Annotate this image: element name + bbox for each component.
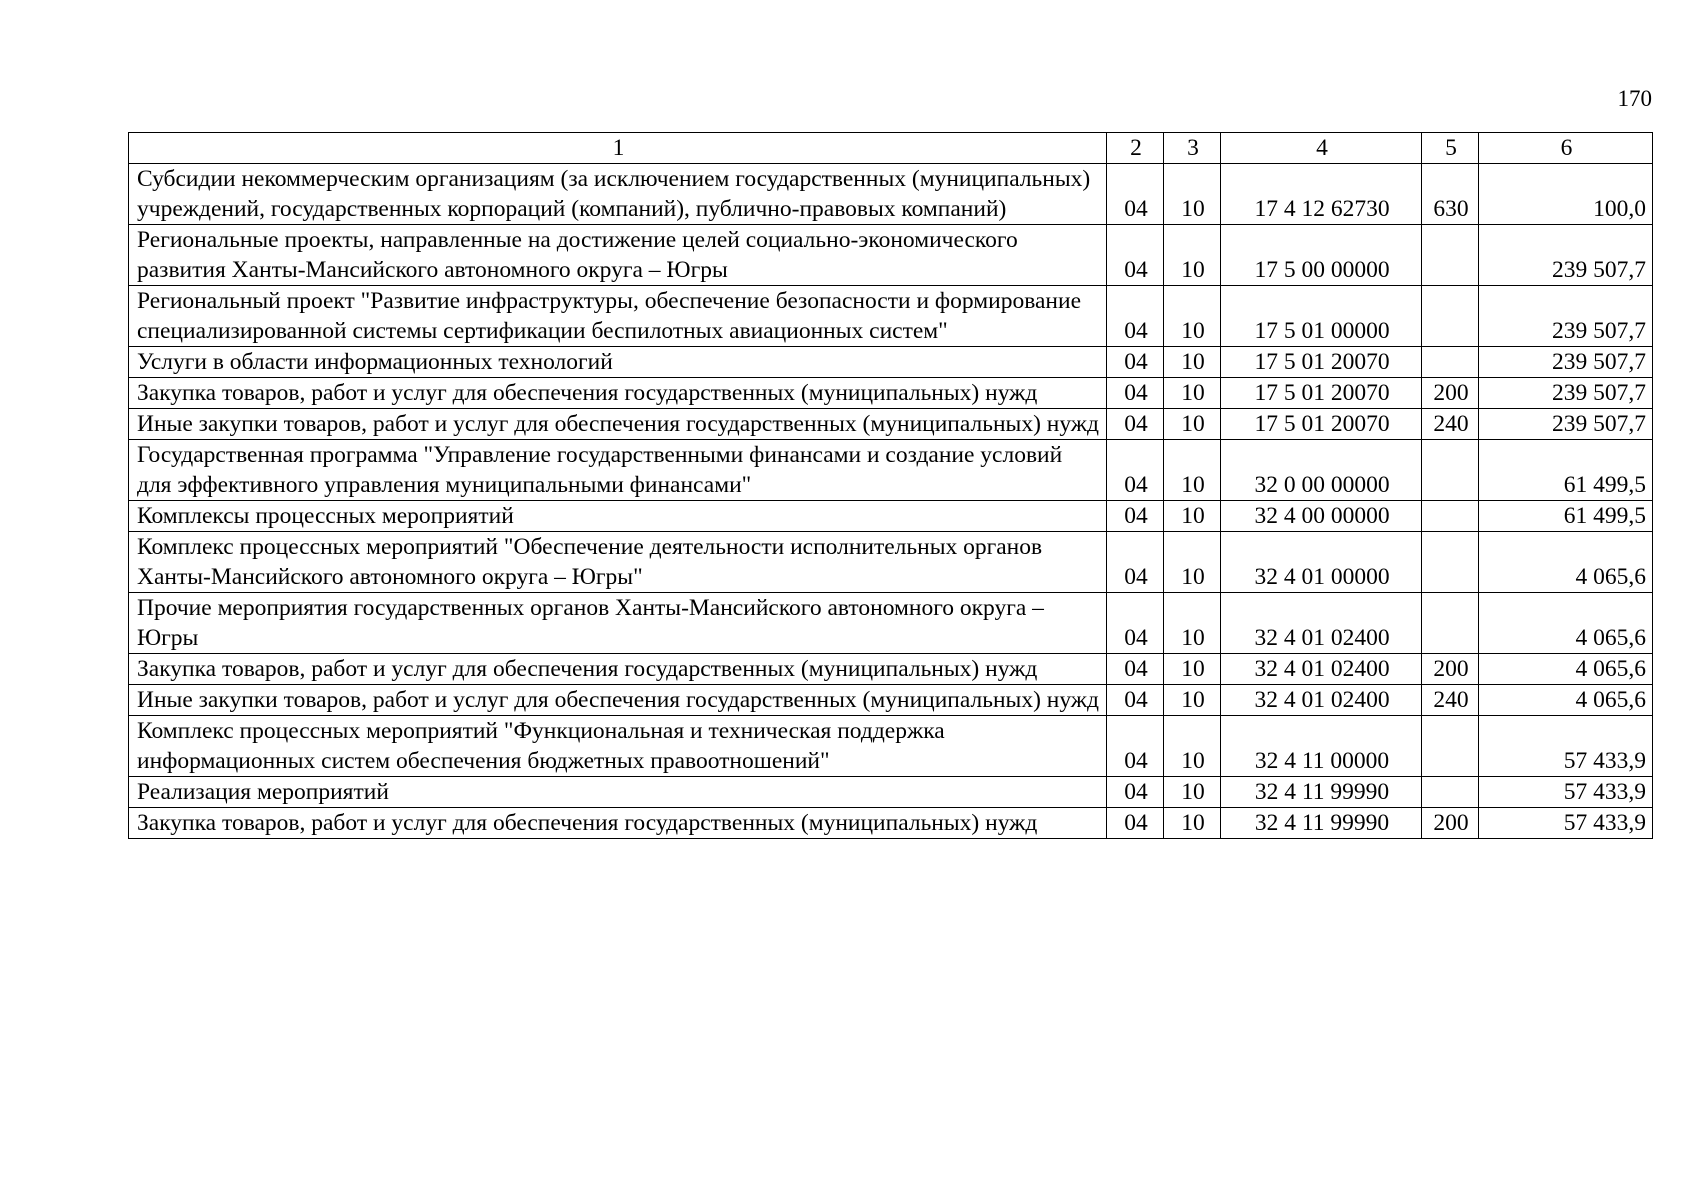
section-code-cell: 04 [1107, 532, 1164, 593]
amount-cell: 100,0 [1479, 164, 1653, 225]
target-article-cell: 17 4 12 62730 [1221, 164, 1422, 225]
amount-cell: 4 065,6 [1479, 654, 1653, 685]
budget-table-body [129, 133, 1653, 839]
expense-type-cell: 240 [1422, 685, 1479, 716]
header-col-1: 1 [129, 133, 1107, 164]
subsection-code-cell: 10 [1164, 808, 1221, 839]
amount-cell: 239 507,7 [1479, 225, 1653, 286]
amount-cell: 61 499,5 [1479, 501, 1653, 532]
row-name-cell: Услуги в области информационных технологий [129, 347, 1107, 378]
section-code-cell: 04 [1107, 716, 1164, 777]
row-name-cell: Иные закупки товаров, работ и услуг для обеспечения государственных (муниципальных) нужд [129, 685, 1107, 716]
row-name-cell: Комплексы процессных мероприятий [129, 501, 1107, 532]
target-article-cell: 32 4 01 00000 [1221, 532, 1422, 593]
row-name-cell: Субсидии некоммерческим организациям (за исключением государственных (муниципальных) учреждений, государственных корпораций (компаний), публично-правовых компаний) [129, 164, 1107, 225]
table-row [129, 593, 1653, 654]
header-col-2: 2 [1107, 133, 1164, 164]
section-code-cell: 04 [1107, 347, 1164, 378]
header-col-4: 4 [1221, 133, 1422, 164]
subsection-code-cell: 10 [1164, 164, 1221, 225]
subsection-code-cell: 10 [1164, 347, 1221, 378]
table-row [129, 654, 1653, 685]
expense-type-cell [1422, 440, 1479, 501]
subsection-code-cell: 10 [1164, 777, 1221, 808]
amount-cell: 4 065,6 [1479, 532, 1653, 593]
target-article-cell: 32 4 11 00000 [1221, 716, 1422, 777]
row-name-cell: Прочие мероприятия государственных органов Ханты-Мансийского автономного округа – Югры [129, 593, 1107, 654]
target-article-cell: 17 5 00 00000 [1221, 225, 1422, 286]
row-name-cell: Региональные проекты, направленные на достижение целей социально-экономического развития Ханты-Мансийского автономного округа – Югры [129, 225, 1107, 286]
subsection-code-cell: 10 [1164, 440, 1221, 501]
subsection-code-cell: 10 [1164, 532, 1221, 593]
expense-type-cell [1422, 593, 1479, 654]
header-col-6: 6 [1479, 133, 1653, 164]
expense-type-cell: 200 [1422, 378, 1479, 409]
section-code-cell: 04 [1107, 593, 1164, 654]
amount-cell: 239 507,7 [1479, 347, 1653, 378]
target-article-cell: 32 4 01 02400 [1221, 685, 1422, 716]
table-header-row [129, 133, 1653, 164]
amount-cell: 57 433,9 [1479, 716, 1653, 777]
amount-cell: 57 433,9 [1479, 808, 1653, 839]
table-row [129, 286, 1653, 347]
subsection-code-cell: 10 [1164, 286, 1221, 347]
row-name-cell: Закупка товаров, работ и услуг для обеспечения государственных (муниципальных) нужд [129, 378, 1107, 409]
table-row [129, 409, 1653, 440]
table-row [129, 716, 1653, 777]
section-code-cell: 04 [1107, 164, 1164, 225]
subsection-code-cell: 10 [1164, 378, 1221, 409]
row-name-cell: Реализация мероприятий [129, 777, 1107, 808]
subsection-code-cell: 10 [1164, 685, 1221, 716]
row-name-cell: Государственная программа "Управление государственными финансами и создание условий для эффективного управления муниципальными финансами" [129, 440, 1107, 501]
expense-type-cell: 240 [1422, 409, 1479, 440]
subsection-code-cell: 10 [1164, 654, 1221, 685]
section-code-cell: 04 [1107, 409, 1164, 440]
expense-type-cell: 200 [1422, 654, 1479, 685]
expense-type-cell [1422, 501, 1479, 532]
target-article-cell: 17 5 01 20070 [1221, 409, 1422, 440]
section-code-cell: 04 [1107, 777, 1164, 808]
row-name-cell: Закупка товаров, работ и услуг для обеспечения государственных (муниципальных) нужд [129, 654, 1107, 685]
target-article-cell: 17 5 01 20070 [1221, 378, 1422, 409]
row-name-cell: Закупка товаров, работ и услуг для обеспечения государственных (муниципальных) нужд [129, 808, 1107, 839]
subsection-code-cell: 10 [1164, 409, 1221, 440]
section-code-cell: 04 [1107, 685, 1164, 716]
table-row [129, 440, 1653, 501]
expense-type-cell [1422, 347, 1479, 378]
table-row [129, 378, 1653, 409]
subsection-code-cell: 10 [1164, 593, 1221, 654]
table-row [129, 225, 1653, 286]
table-row [129, 347, 1653, 378]
expense-type-cell: 630 [1422, 164, 1479, 225]
target-article-cell: 32 4 11 99990 [1221, 808, 1422, 839]
table-row [129, 808, 1653, 839]
section-code-cell: 04 [1107, 808, 1164, 839]
row-name-cell: Региональный проект "Развитие инфраструктуры, обеспечение безопасности и формирование специализированной системы сертификации беспилотных авиационных систем" [129, 286, 1107, 347]
table-row [129, 685, 1653, 716]
section-code-cell: 04 [1107, 378, 1164, 409]
target-article-cell: 32 4 00 00000 [1221, 501, 1422, 532]
row-name-cell: Комплекс процессных мероприятий "Обеспечение деятельности исполнительных органов Ханты-Мансийского автономного округа – Югры" [129, 532, 1107, 593]
budget-table [128, 132, 1653, 839]
target-article-cell: 32 4 11 99990 [1221, 777, 1422, 808]
amount-cell: 61 499,5 [1479, 440, 1653, 501]
subsection-code-cell: 10 [1164, 225, 1221, 286]
expense-type-cell [1422, 225, 1479, 286]
amount-cell: 239 507,7 [1479, 409, 1653, 440]
section-code-cell: 04 [1107, 440, 1164, 501]
table-row [129, 501, 1653, 532]
target-article-cell: 17 5 01 00000 [1221, 286, 1422, 347]
target-article-cell: 32 4 01 02400 [1221, 654, 1422, 685]
table-row [129, 164, 1653, 225]
amount-cell: 239 507,7 [1479, 378, 1653, 409]
section-code-cell: 04 [1107, 501, 1164, 532]
expense-type-cell [1422, 532, 1479, 593]
page-number: 170 [1617, 86, 1652, 111]
header-col-3: 3 [1164, 133, 1221, 164]
table-row [129, 532, 1653, 593]
section-code-cell: 04 [1107, 286, 1164, 347]
target-article-cell: 32 4 01 02400 [1221, 593, 1422, 654]
expense-type-cell [1422, 716, 1479, 777]
expense-type-cell [1422, 777, 1479, 808]
section-code-cell: 04 [1107, 654, 1164, 685]
amount-cell: 4 065,6 [1479, 593, 1653, 654]
row-name-cell: Комплекс процессных мероприятий "Функциональная и техническая поддержка информационных систем обеспечения бюджетных правоотношений" [129, 716, 1107, 777]
subsection-code-cell: 10 [1164, 716, 1221, 777]
target-article-cell: 32 0 00 00000 [1221, 440, 1422, 501]
amount-cell: 239 507,7 [1479, 286, 1653, 347]
header-col-5: 5 [1422, 133, 1479, 164]
section-code-cell: 04 [1107, 225, 1164, 286]
target-article-cell: 17 5 01 20070 [1221, 347, 1422, 378]
amount-cell: 4 065,6 [1479, 685, 1653, 716]
subsection-code-cell: 10 [1164, 501, 1221, 532]
expense-type-cell: 200 [1422, 808, 1479, 839]
row-name-cell: Иные закупки товаров, работ и услуг для обеспечения государственных (муниципальных) нужд [129, 409, 1107, 440]
expense-type-cell [1422, 286, 1479, 347]
amount-cell: 57 433,9 [1479, 777, 1653, 808]
table-row [129, 777, 1653, 808]
